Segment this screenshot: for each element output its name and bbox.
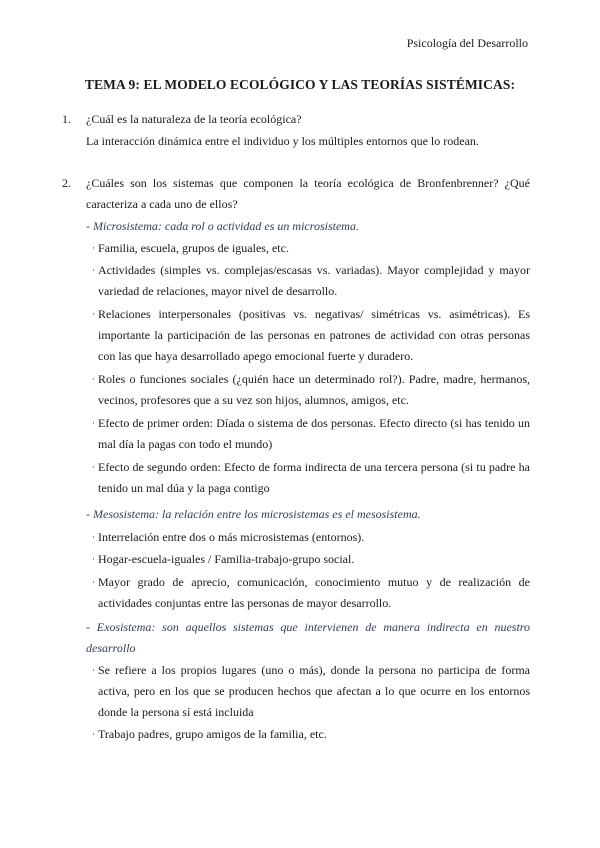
list-item-text: Hogar-escuela-iguales / Familia-trabajo-grupo social. [98, 552, 355, 566]
bullet-icon: · [92, 374, 95, 384]
list-item-text: Mayor grado de aprecio, comunicación, conocimiento mutuo y de realización de actividades conjuntas entre las personas de mayor desarrollo. [98, 575, 530, 610]
bullet-icon: · [92, 462, 95, 472]
answer-1: La interacción dinámica entre el individuo y los múltiples entornos que lo rodean. [86, 134, 479, 148]
page-title: TEMA 9: EL MODELO ECOLÓGICO Y LAS TEORÍAS SISTÉMICAS: [84, 77, 516, 92]
bullet-icon: · [92, 577, 95, 587]
question-1 [62, 109, 530, 130]
bullet-icon: · [92, 243, 95, 253]
list-item [92, 527, 530, 548]
question-text: ¿Cuál es la naturaleza de la teoría ecológica? [86, 112, 302, 126]
list-item [92, 304, 530, 367]
list-item-text: Actividades (simples vs. complejas/escasas vs. variadas). Mayor complejidad y mayor variedad de relaciones, mayor nivel de desarrollo. [98, 263, 530, 298]
bullet-icon: · [92, 418, 95, 428]
bullet-icon: · [92, 309, 95, 319]
question-text: ¿Cuáles son los sistemas que componen la teoría ecológica de Bronfenbrenner? ¿Qué caracteriza a cada uno de ellos? [86, 176, 530, 211]
list-item [92, 413, 530, 455]
bullet-icon: · [92, 729, 95, 739]
list-item [92, 238, 530, 259]
list-item-text: Se refiere a los propios lugares (uno o más), donde la persona no participa de forma activa, pero en los que se producen hechos que afectan a lo que ocurre en los entornos donde la persona sí está incluida [98, 663, 530, 719]
list-item-text: Interrelación entre dos o más microsistemas (entornos). [98, 530, 365, 544]
list-item [92, 457, 530, 499]
list-item-text: Familia, escuela, grupos de iguales, etc. [98, 241, 289, 255]
list-item-text: Trabajo padres, grupo amigos de la familia, etc. [98, 727, 327, 741]
list-item-text: Roles o funciones sociales (¿quién hace un determinado rol?). Padre, madre, hermanos, vecinos, profesores que a su vez son hijos, alumnos, amigos, etc. [98, 372, 530, 407]
question-2 [62, 173, 530, 215]
list-item [92, 369, 530, 411]
section-heading-mesosistema: - Mesosistema: la relación entre los microsistemas es el mesosistema. [86, 507, 421, 521]
list-item [92, 260, 530, 302]
question-number: 1. [62, 112, 71, 126]
bullet-icon: · [92, 554, 95, 564]
section-heading-microsistema: - Microsistema: cada rol o actividad es un microsistema. [86, 219, 359, 233]
list-item-text: Relaciones interpersonales (positivas vs. negativas/ simétricas vs. asimétricas). Es importante la participación de las personas en patrones de actividad con otras personas con las que haya desarrollado apego emocional fuerte y duradero. [98, 307, 530, 363]
list-item [92, 724, 530, 745]
list-item [92, 660, 530, 723]
list-item-text: Efecto de primer orden: Díada o sistema de dos personas. Efecto directo (si has tenido un mal día la pagas con todo el mundo) [98, 416, 530, 451]
question-number: 2. [62, 176, 71, 190]
list-item-text: Efecto de segundo orden: Efecto de forma indirecta de una tercera persona (si tu padre ha tenido un mal dúa y la paga contigo [98, 460, 530, 495]
list-item [92, 549, 530, 570]
bullet-icon: · [92, 532, 95, 542]
page-header-course: Psicología del Desarrollo [406, 36, 528, 50]
bullet-icon: · [92, 665, 95, 675]
list-item [92, 572, 530, 614]
section-heading-exosistema: - Exosistema: son aquellos sistemas que intervienen de manera indirecta en nuestro desarrollo [86, 620, 530, 655]
bullet-icon: · [92, 265, 95, 275]
